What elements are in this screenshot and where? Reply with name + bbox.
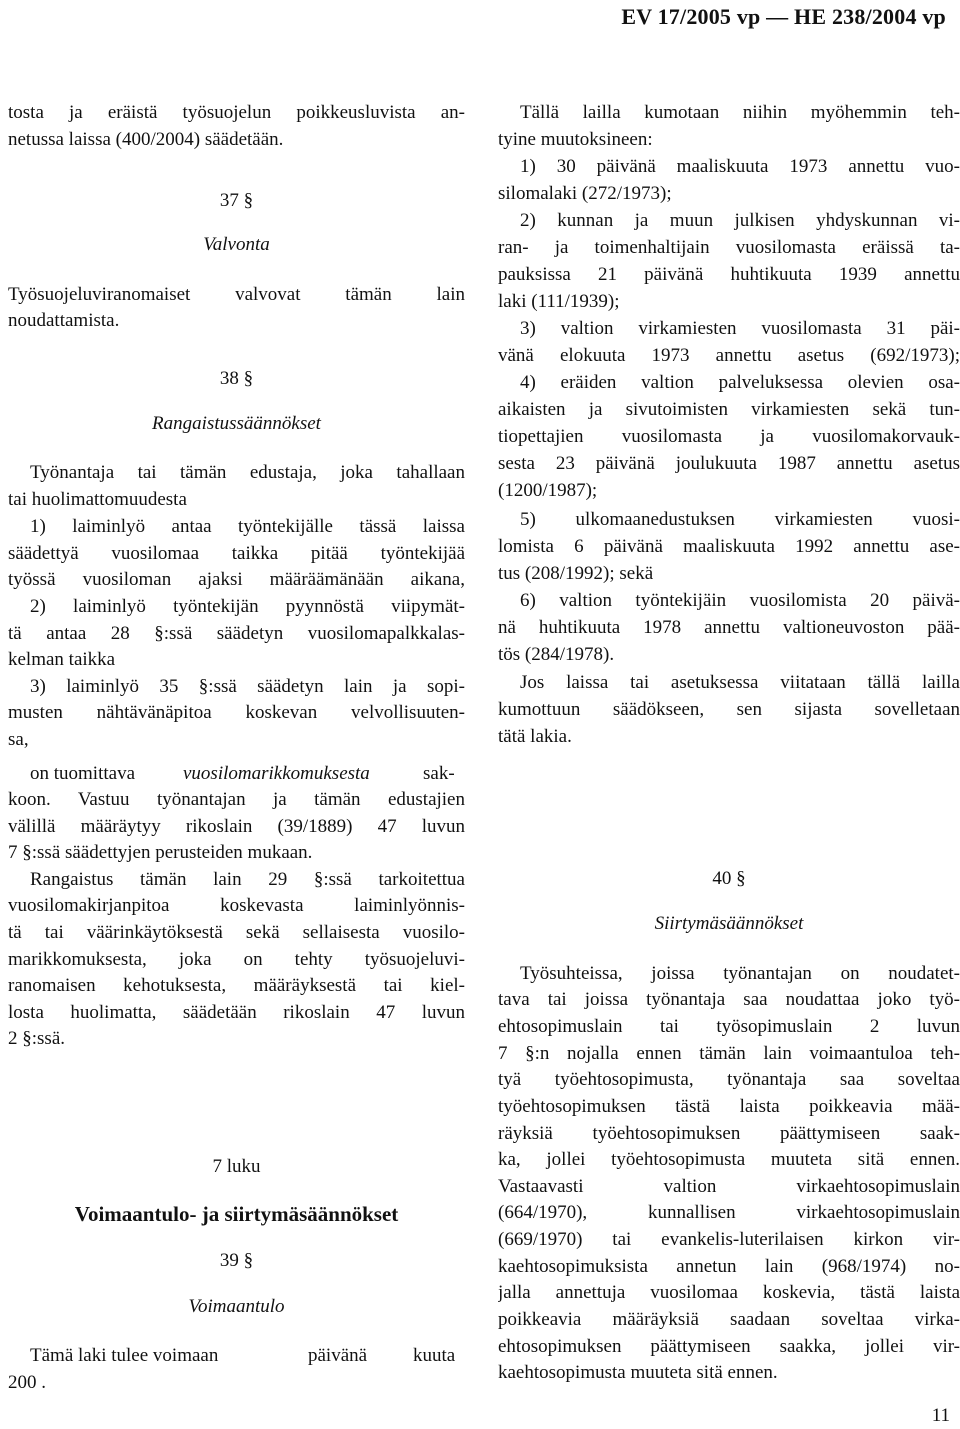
text-line: kelman taikka [8,649,116,670]
page-number: 11 [931,1405,950,1426]
text-line: kaehtosopimusta muuteta sitä ennen. [498,1362,778,1383]
text-line: 5) ulkomaanedustuksen virkamiesten vuosi- [520,509,960,530]
text-line: kuuta [413,1345,456,1366]
text-line: sak- [423,763,455,784]
text-line: Jos laissa tai asetuksessa viitataan tällä lailla [520,672,960,693]
text-line: vänä elokuuta 1973 annettu asetus (692/1973); [498,345,960,366]
text-line: lomista 6 päivänä maaliskuuta 1992 annettu ase- [498,536,960,557]
text-line: poikkeavia määräyksiä saadaan soveltaa virka- [498,1309,960,1330]
text-line: ran- ja toimenhaltijain vuosilomasta eräissä ta- [498,237,960,258]
text-line: Voimaantulo- ja siirtymäsäännökset [74,1202,399,1226]
text-line: nä huhtikuuta 1978 annettu valtioneuvoston pää- [498,617,960,638]
text-line: 7 §:n nojalla ennen tämän lain voimaantuloa teh- [498,1043,960,1064]
text-line: on tuomittava [30,763,136,784]
text-line: 7 luku [212,1156,261,1177]
text-line: 7 §:ssä säädettyjen perusteiden mukaan. [8,842,313,863]
text-line: tyine muutoksineen: [498,129,653,150]
text-line: ehtosopimuksen päättymiseen saakka, jollei vir- [498,1336,960,1357]
text-line: vuosilomarikkomuksesta [183,763,370,784]
text-line: 37 § [219,190,254,211]
text-line: koon. Vastuu työnantajan ja tämän edustajien [8,789,465,810]
text-line: tus (208/1992); sekä [498,563,654,584]
text-line: Tällä lailla kumotaan niihin myöhemmin teh- [520,102,960,123]
text-line: Työsuojeluviranomaiset valvovat tämän lain [8,284,465,305]
text-line: tai huolimattomuudesta [8,489,187,510]
text-line: silomalaki (272/1973); [498,183,672,204]
text-line: päivänä [308,1345,368,1366]
text-line: välillä määräytyy rikoslain (39/1889) 47 luvun [8,816,465,837]
text-line: jalla annettuja vuosilomaa koskevia, tästä laista [498,1282,960,1303]
text-line: musten nähtävänäpitoa koskevan velvollisuuten- [8,702,465,723]
text-line: Työsuhteissa, joissa työnantajan on noudatet- [520,963,960,984]
text-line: marikkomuksesta, joka on tehty työsuojeluvi- [8,949,465,970]
text-line: 38 § [219,368,254,389]
text-line: kaehtosopimuksista annetun lain (968/1974) no- [498,1256,960,1277]
text-line: 40 § [712,868,746,889]
text-line: tä antaa 28 §:ssä säädetyn vuosilomapalkkalas- [8,623,465,644]
text-line: ka, jollei työehtosopimusta muuteta sitä ennen. [498,1149,960,1170]
text-line: sa, [8,729,29,750]
text-line: Rangaistussäännökset [152,413,321,434]
text-line: 4) eräiden valtion palveluksessa olevien osa- [520,372,960,393]
text-line: säädettyä vuosilomaa taikka pitää työntekijää [8,543,465,564]
text-line: ranomaisen kehotuksesta, määräyksestä tai kiel- [8,975,465,996]
text-line: Voimaantulo [188,1296,285,1317]
text-line: 3) laiminlyö 35 §:ssä säädetyn lain ja sopi- [30,676,465,697]
text-line: 200 . [8,1372,46,1393]
text-line: tyä työehtosopimusta, työnantaja saa soveltaa [498,1069,960,1090]
text-line: 39 § [219,1250,254,1271]
text-line: noudattamista. [8,310,120,331]
text-line: (1200/1987); [498,480,598,501]
text-line: Vastaavasti valtion virkaehtosopimuslain [498,1176,960,1197]
text-line: 2) kunnan ja muun julkisen yhdyskunnan vi- [520,210,960,231]
text-line: Rangaistus tämän lain 29 §:ssä tarkoitettua [30,869,465,890]
text-line: ehtosopimuslain tai työsopimuslain 2 luvun [498,1016,960,1037]
text-line: kumottuun säädökseen, sen sijasta sovelletaan [498,699,960,720]
text-line: laki (111/1939); [498,291,620,312]
text-line: tava tai joissa työnantaja saa noudattaa joko työ- [498,989,960,1010]
text-line: sesta 23 päivänä joulukuuta 1987 annettu asetus [498,453,960,474]
text-line: tätä lakia. [498,726,572,747]
text-line: aikaisten ja sivutoimisten virkamiesten sekä tun- [498,399,960,420]
text-line: tiopettajien vuosilomasta ja vuosilomakorvauk- [498,426,960,447]
text-line: 6) valtion työntekijäin vuosilomista 20 päivä- [520,590,960,611]
text-line: tä tai väärinkäytöksestä sekä sellaisesta vuosilo- [8,922,465,943]
text-line: työssä vuosiloman ajaksi määräämänään aikana, [8,569,465,590]
text-line: 2 §:ssä. [8,1028,65,1049]
text-line: vuosilomakirjanpitoa koskevasta laiminlyönnis- [8,895,465,916]
text-line: Valvonta [203,234,270,255]
text-line: losta huolimatta, säädetään rikoslain 47 luvun [8,1002,465,1023]
text-line: räyksiä työehtosopimuksen päättymiseen saak- [498,1123,960,1144]
text-line: 3) valtion virkamiesten vuosilomasta 31 päi- [520,318,960,339]
text-line: tosta ja eräistä työsuojelun poikkeusluvista an- [8,102,465,123]
text-line: Työnantaja tai tämän edustaja, joka tahallaan [30,462,465,483]
text-line: Siirtymäsäännökset [654,913,804,934]
text-line: Tämä laki tulee voimaan [30,1345,219,1366]
text-line: tös (284/1978). [498,644,615,665]
text-line: 1) laiminlyö antaa työntekijälle tässä laissa [30,516,465,537]
text-line: pauksissa 21 päivänä huhtikuuta 1939 annettu [498,264,960,285]
text-line: netussa laissa (400/2004) säädetään. [8,129,284,150]
text-line: (664/1970), kunnallisen virkaehtosopimuslain [498,1202,960,1223]
text-line: työehtosopimuksen tästä laista poikkeavia mää- [498,1096,960,1117]
text-line: 2) laiminlyö työntekijän pyynnöstä viipymät- [30,596,465,617]
text-line: 1) 30 päivänä maaliskuuta 1973 annettu vuo- [520,156,960,177]
text-line: (669/1970) tai evankelis-luterilaisen kirkon vir- [498,1229,960,1250]
page-header: EV 17/2005 vp — HE 238/2004 vp [621,4,946,29]
